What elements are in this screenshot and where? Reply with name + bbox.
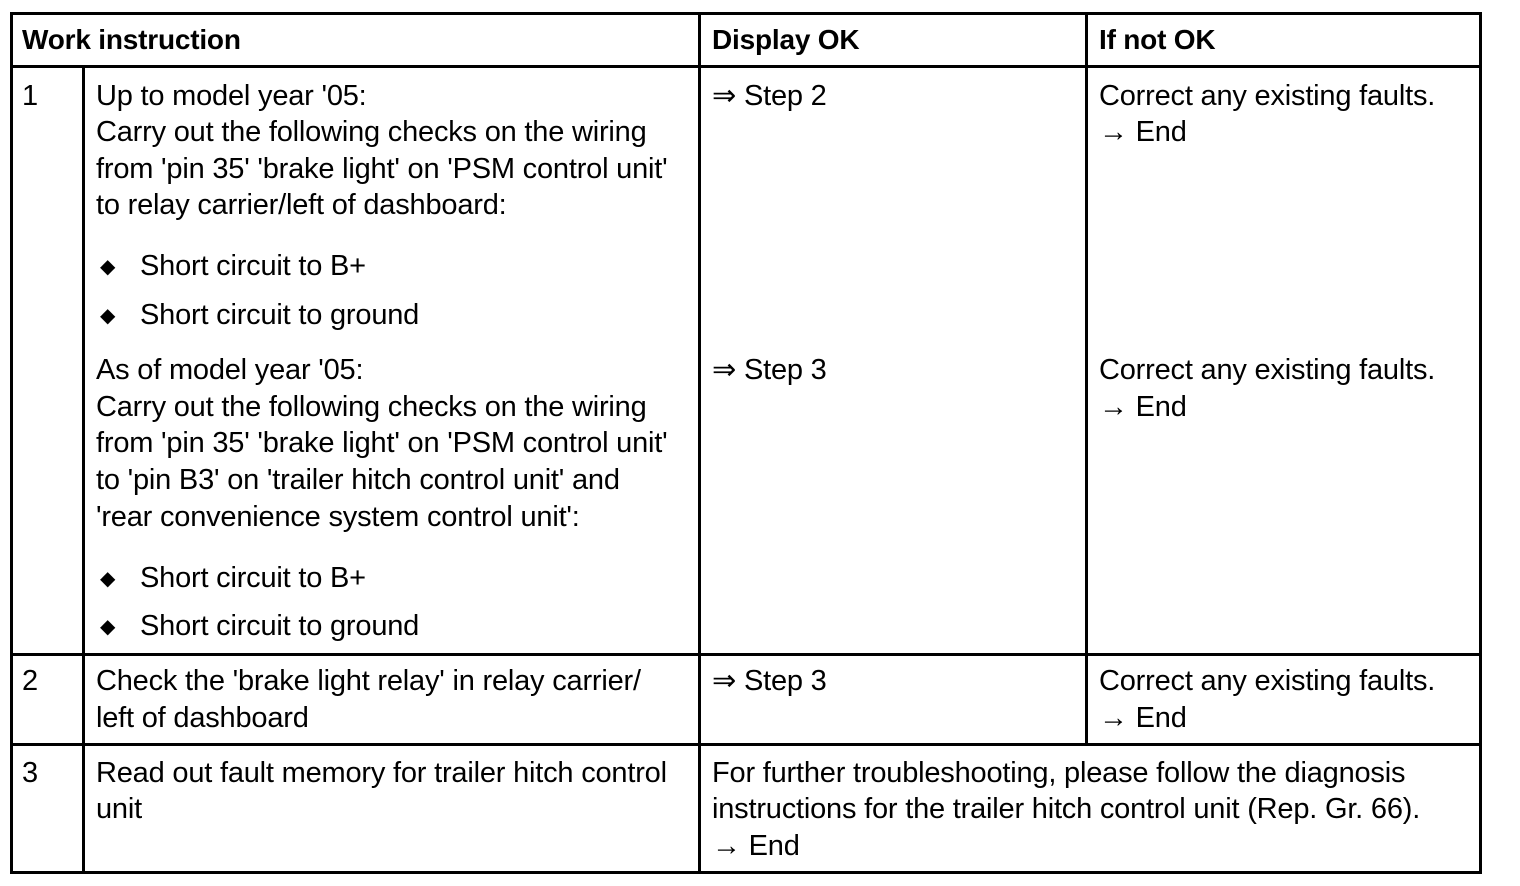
bullet-item: Short circuit to ground [140,610,420,642]
diamond-bullet-icon: ◆ [100,256,116,278]
row-divider-2-3 [10,743,1482,746]
display-ok-value: ⇒ Step 2 [712,80,827,112]
instruction-line: 'rear convenience system control unit': [96,501,580,533]
header-divider [10,65,1482,68]
header-if-not-ok: If not OK [1099,24,1216,55]
instruction-line: Check the 'brake light relay' in relay carrier/ [96,665,641,697]
merged-result-line: instructions for the trailer hitch control unit (Rep. Gr. 66). [712,793,1421,825]
header-display-ok: Display OK [712,24,860,55]
instruction-column-divider [698,12,701,874]
instruction-line: to 'pin B3' on 'trailer hitch control unit' and [96,464,620,496]
instruction-line: Carry out the following checks on the wiring [96,391,647,423]
if-not-ok-value: Correct any existing faults. [1099,80,1436,112]
instruction-line: from 'pin 35' 'brake light' on 'PSM control unit' [96,153,668,185]
instruction-line: As of model year '05: [96,354,364,386]
diamond-bullet-icon: ◆ [100,568,116,590]
step-number: 3 [22,757,38,789]
table-border-right [1479,12,1482,874]
row-divider-1-2 [10,653,1482,656]
work-instruction-table [10,12,1482,874]
if-not-ok-end: → End [1099,391,1187,423]
bullet-item: Short circuit to B+ [140,562,366,594]
if-not-ok-value: Correct any existing faults. [1099,665,1436,697]
instruction-line: from 'pin 35' 'brake light' on 'PSM control unit' [96,427,668,459]
table-border-bottom [10,871,1482,874]
instruction-line: to relay carrier/left of dashboard: [96,189,507,221]
instruction-line: Up to model year '05: [96,80,367,112]
instruction-line: Carry out the following checks on the wiring [96,116,647,148]
display-ok-value: ⇒ Step 3 [712,354,827,386]
merged-result-line: For further troubleshooting, please follow the diagnosis [712,757,1406,789]
if-not-ok-end: → End [1099,116,1187,148]
header-work-instruction: Work instruction [22,24,241,55]
diamond-bullet-icon: ◆ [100,305,116,327]
instruction-line: left of dashboard [96,702,309,734]
step-number: 2 [22,665,38,697]
instruction-line: unit [96,793,142,825]
step-number: 1 [22,80,38,112]
diamond-bullet-icon: ◆ [100,616,116,638]
bullet-item: Short circuit to B+ [140,250,366,282]
merged-result-end: → End [712,830,800,862]
bullet-item: Short circuit to ground [140,299,420,331]
if-not-ok-end: → End [1099,702,1187,734]
display-column-divider [1085,12,1088,746]
display-ok-value: ⇒ Step 3 [712,665,827,697]
table-border-top [10,12,1482,15]
if-not-ok-value: Correct any existing faults. [1099,354,1436,386]
table-border-left [10,12,13,874]
instruction-line: Read out fault memory for trailer hitch control [96,757,667,789]
step-column-divider [82,65,85,874]
